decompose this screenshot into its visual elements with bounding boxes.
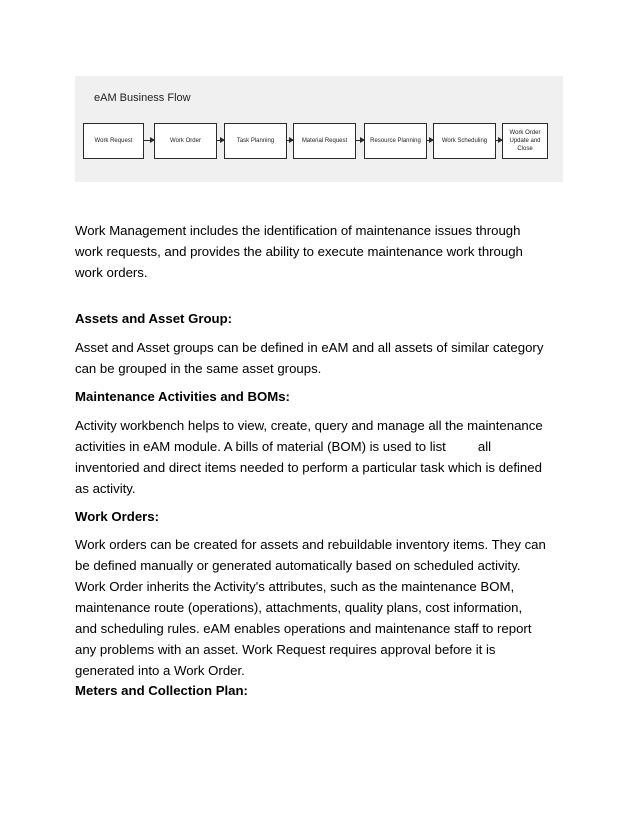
flow-step-label: Resource Planning [370,138,421,144]
text-line: Work orders can be created for assets and rebuildable inventory items. They can [75,537,546,552]
diagram-title: eAM Business Flow [94,92,191,104]
work-orders-paragraph [75,534,570,681]
text-line: can be grouped in the same asset groups. [75,361,322,376]
section-heading-work-orders: Work Orders: [75,509,160,524]
flow-arrow [144,140,154,141]
assets-paragraph [75,337,570,379]
flow-step-task-planning [224,123,287,159]
text-line: Work Order inherits the Activity's attributes, such as the maintenance BOM, [75,579,515,594]
flow-step-label: Work Order Update and Close [509,130,541,152]
text-segment: all [477,439,492,454]
flow-step-work-scheduling [433,123,496,159]
text-line: Work Management includes the identification of maintenance issues through [75,223,521,238]
flow-step-resource-planning [364,123,427,159]
flow-step-work-request [83,123,144,159]
text-line: Asset and Asset groups can be defined in eAM and all assets of similar category [75,340,544,355]
section-heading-activities: Maintenance Activities and BOMs: [75,389,290,404]
activities-paragraph [75,415,570,499]
text-line [75,436,570,457]
text-line: as activity. [75,481,136,496]
text-line: work orders. [75,265,148,280]
text-line: inventoried and direct items needed to perform a particular task which is defined [75,460,542,475]
section-heading-meters: Meters and Collection Plan: [75,683,248,698]
flow-step-label: Work Order [170,138,201,144]
text-line: maintenance route (operations), attachments, quality plans, cost information, [75,600,523,615]
flow-step-label: Material Request [301,138,348,144]
flow-step-label: Task Planning [236,138,275,144]
text-line: be defined manually or generated automatically based on scheduled activity. [75,558,521,573]
section-heading-assets: Assets and Asset Group: [75,311,233,326]
text-line: work requests, and provides the ability to execute maintenance work through [75,244,523,259]
business-flow-diagram [75,76,563,182]
flow-arrow [217,140,224,141]
flow-step-work-order-update-close [502,123,548,159]
flow-arrow [356,140,364,141]
flow-step-work-order [154,123,217,159]
text-line: any problems with an asset. Work Request requires approval before it is [75,642,496,657]
text-line: and scheduling rules. eAM enables operations and maintenance staff to report [75,621,532,636]
text-line: Activity workbench helps to view, create, query and manage all the maintenance [75,418,543,433]
intro-paragraph [75,220,570,283]
flow-step-label: Work Request [94,138,133,144]
flow-step-label: Work Scheduling [441,138,488,144]
text-line: generated into a Work Order. [75,663,245,678]
text-segment: activities in eAM module. A bills of material (BOM) is used to list [75,439,446,454]
flow-step-material-request [293,123,356,159]
